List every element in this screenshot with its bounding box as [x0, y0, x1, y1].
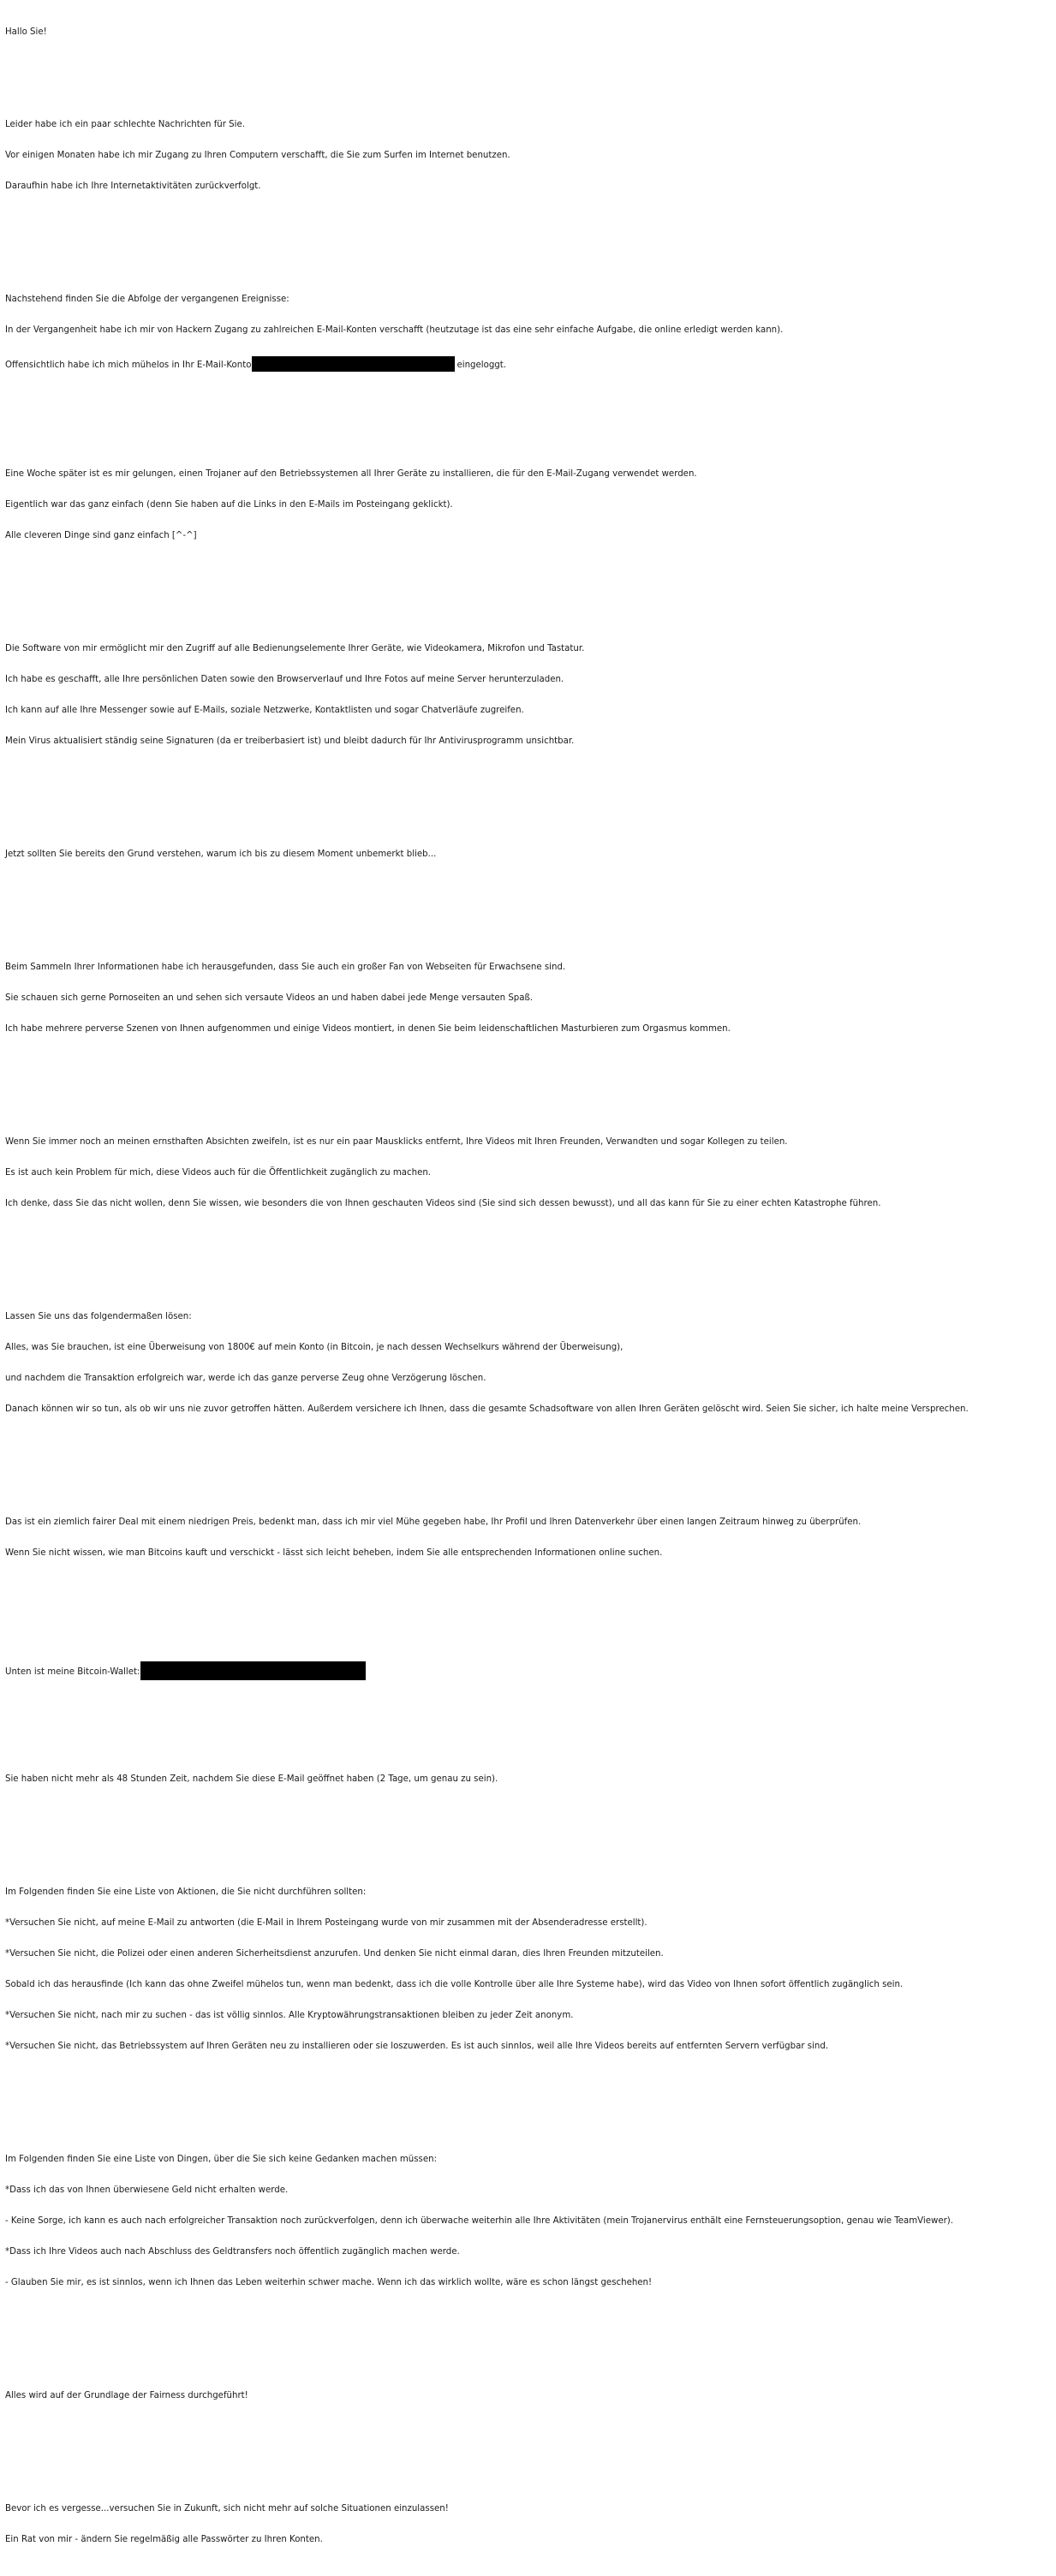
paragraph-spacer	[5, 1076, 969, 1086]
paragraph-intro	[5, 99, 969, 212]
redacted-email-address	[252, 356, 455, 372]
text-line: Im Folgenden finden Sie eine Liste von Aktionen, die Sie nicht durchführen sollten:	[5, 1887, 367, 1897]
paragraph-spacer	[5, 1600, 969, 1610]
text-line: Nachstehend finden Sie die Abfolge der vergangenen Ereignisse:	[5, 295, 289, 304]
text-line: Ich kann auf alle Ihre Messenger sowie auf E-Mails, soziale Netzwerke, Kontaktlisten und sogar Chatverläufe zugreifen.	[5, 706, 524, 715]
paragraph-findings	[5, 942, 969, 1055]
text-line: Eine Woche später ist es mir gelungen, einen Trojaner auf den Betriebssystemen all Ihrer Geräte zu installieren, die für den E-Mail-Zugang verwendet werden.	[5, 469, 697, 479]
text-line: Bevor ich es vergesse...versuchen Sie in Zukunft, sich nicht mehr auf solche Situationen einzulassen!	[5, 2504, 449, 2513]
text-line: Vor einigen Monaten habe ich mir Zugang zu Ihren Computern verschafft, die Sie zum Surfen im Internet benutzen.	[5, 151, 510, 160]
greeting-line: Hallo Sie!	[5, 27, 47, 37]
wallet-row	[5, 1661, 969, 1677]
text-line: Sie schauen sich gerne Pornoseiten an und sehen sich versaute Videos an und haben dabei jede Menge versauten Spaß.	[5, 993, 534, 1003]
paragraph-spacer	[5, 1826, 969, 1836]
text-line: *Versuchen Sie nicht, das Betriebssystem auf Ihren Geräten neu zu installieren oder sie loszuwerden. Es ist auch sinnlos, weil alle Ihre Videos bereits auf entfernten Servern verfügbar sind.	[5, 2042, 829, 2051]
paragraph-deal	[5, 1497, 969, 1579]
text-line: *Versuchen Sie nicht, die Polizei oder einen anderen Sicherheitsdienst anzurufen. Und denken Sie nicht einmal daran, dies Ihren Freunden mitzuteilen.	[5, 1949, 664, 1959]
paragraph-demand	[5, 1291, 969, 1435]
text-line: *Versuchen Sie nicht, auf meine E-Mail zu antworten (die E-Mail in Ihrem Posteingang wurde von mir zusammen mit der Absenderadresse erstellt).	[5, 1918, 647, 1928]
paragraph-spacer	[5, 2329, 969, 2340]
text-line: Mein Virus aktualisiert ständig seine Signaturen (da er treiberbasiert ist) und bleibt dadurch für Ihr Antivirusprogramm unsichtbar.	[5, 736, 575, 746]
paragraph-events	[5, 274, 969, 387]
paragraph-spacer	[5, 58, 969, 69]
text-line: Ein Rat von mir - ändern Sie regelmäßig alle Passwörter zu Ihren Konten.	[5, 2535, 323, 2544]
text-line: In der Vergangenheit habe ich mir von Hackern Zugang zu zahlreichen E-Mail-Konten verschafft (heutzutage ist das eine sehr einfache Aufgabe, die online erledigt werden kann).	[5, 325, 784, 335]
account-prefix: Offensichtlich habe ich mich mühelos in Ihr E-Mail-Konto	[5, 361, 252, 370]
text-line: Ich habe es geschafft, alle Ihre persönlichen Daten sowie den Browserverlauf und Ihre Fotos auf meine Server herunterzuladen.	[5, 675, 564, 684]
text-line: *Dass ich Ihre Videos auch nach Abschluss des Geldtransfers noch öffentlich zugänglich machen werde.	[5, 2247, 460, 2257]
paragraph-threat	[5, 1117, 969, 1230]
text-line: Leider habe ich ein paar schlechte Nachrichten für Sie.	[5, 120, 245, 129]
redacted-wallet-address	[140, 1661, 366, 1680]
text-line: Ich habe mehrere perverse Szenen von Ihnen aufgenommen und einige Videos montiert, in denen Sie beim leidenschaftlichen Masturbieren zum Orgasmus kommen.	[5, 1024, 731, 1034]
paragraph-spacer	[5, 901, 969, 911]
text-line: Das ist ein ziemlich fairer Deal mit einem niedrigen Preis, bedenkt man, dass ich mir viel Mühe gegeben habe, Ihr Profil und Ihren Datenverkehr über einen langen Zeitraum hinweg zu überprüfen.	[5, 1518, 862, 1527]
email-body	[5, 7, 969, 2576]
text-line: Wenn Sie immer noch an meinen ernsthaften Absichten zweifeln, ist es nur ein paar Mausklicks entfernt, Ihre Videos mit Ihren Freunden, Verwandten und sogar Kollegen zu teilen.	[5, 1137, 788, 1147]
text-line: Es ist auch kein Problem für mich, diese Videos auch für die Öffentlichkeit zugänglich zu machen.	[5, 1168, 432, 1178]
text-line: Beim Sammeln Ihrer Informationen habe ich herausgefunden, dass Sie auch ein großer Fan von Webseiten für Erwachsene sind.	[5, 963, 566, 972]
text-line: Sobald ich das herausfinde (Ich kann das ohne Zweifel mühelos tun, wenn man bedenkt, dass ich die volle Kontrolle über alle Ihre Systeme habe), wird das Video von Ihnen sofort öffentlich zugänglich sein.	[5, 1980, 904, 1989]
text-line: Alle cleveren Dinge sind ganz einfach [^-^]	[5, 531, 197, 540]
text-line: Wenn Sie nicht wissen, wie man Bitcoins kauft und verschickt - lässt sich leicht beheben, indem Sie alle entsprechenden Informationen online suchen.	[5, 1548, 663, 1558]
paragraph-software	[5, 623, 969, 767]
paragraph-trojan	[5, 449, 969, 562]
paragraph-spacer	[5, 582, 969, 593]
text-line: Alles wird auf der Grundlage der Fairness durchgeführt!	[5, 2391, 248, 2400]
paragraph-no-worries	[5, 2134, 969, 2309]
text-line: Alles, was Sie brauchen, ist eine Überweisung von 1800€ auf mein Konto (in Bitcoin, je nach dessen Wechselkurs während der Überweisung),	[5, 1343, 623, 1352]
account-line	[5, 356, 969, 370]
paragraph-spacer	[5, 1456, 969, 1466]
text-line: Im Folgenden finden Sie eine Liste von Dingen, über die Sie sich keine Gedanken machen müssen:	[5, 2155, 438, 2164]
text-line: - Keine Sorge, ich kann es auch nach erfolgreicher Transaktion noch zurückverfolgen, denn ich überwache weiterhin alle Ihre Aktivitäten (mein Trojanervirus enthält eine Fernsteuerungsoption, genau wie TeamViewer).	[5, 2216, 954, 2226]
text-line: Eigentlich war das ganz einfach (denn Sie haben auf die Links in den E-Mails im Posteingang geklickt).	[5, 500, 453, 510]
paragraph-closing	[5, 2484, 969, 2566]
text-line: Jetzt sollten Sie bereits den Grund verstehen, warum ich bis zu diesem Moment unbemerkt blieb...	[5, 850, 437, 859]
paragraph-deadline	[5, 1754, 969, 1805]
text-line: Ich denke, dass Sie das nicht wollen, denn Sie wissen, wie besonders die von Ihnen geschauten Videos sind (Sie sind sich dessen bewusst), und all das kann für Sie zu einer echten Katastrophe führen.	[5, 1199, 881, 1208]
text-line: Sie haben nicht mehr als 48 Stunden Zeit, nachdem Sie diese E-Mail geöffnet haben (2 Tage, um genau zu sein).	[5, 1774, 498, 1784]
text-line: und nachdem die Transaktion erfolgreich war, werde ich das ganze perverse Zeug ohne Verzögerung löschen.	[5, 1374, 486, 1383]
paragraph-spacer	[5, 2093, 969, 2103]
wallet-line	[5, 1641, 969, 1692]
paragraph-spacer	[5, 2442, 969, 2453]
wallet-label: Unten ist meine Bitcoin-Wallet:	[5, 1667, 140, 1677]
paragraph-spacer	[5, 1250, 969, 1261]
text-line: Daraufhin habe ich Ihre Internetaktivitäten zurückverfolgt.	[5, 182, 261, 191]
text-line: *Dass ich das von Ihnen überwiesene Geld nicht erhalten werde.	[5, 2185, 289, 2195]
text-line: *Versuchen Sie nicht, nach mir zu suchen - das ist völlig sinnlos. Alle Kryptowährungstransaktionen bleiben zu jeder Zeit anonym.	[5, 2011, 574, 2020]
text-line: Lassen Sie uns das folgendermaßen lösen:	[5, 1312, 192, 1321]
paragraph-donts	[5, 1867, 969, 2072]
paragraph-reason	[5, 829, 969, 880]
text-line: - Glauben Sie mir, es ist sinnlos, wenn ich Ihnen das Leben weiterhin schwer mache. Wenn ich das wirklich wollte, wäre es schon längst geschehen!	[5, 2278, 653, 2287]
account-suffix: eingeloggt.	[456, 361, 506, 370]
paragraph-spacer	[5, 1713, 969, 1723]
paragraph-spacer	[5, 408, 969, 418]
paragraph-fairness	[5, 2370, 969, 2422]
text-line: Die Software von mir ermöglicht mir den Zugriff auf alle Bedienungselemente Ihrer Geräte, wie Videokamera, Mikrofon und Tastatur.	[5, 644, 585, 653]
paragraph-spacer	[5, 233, 969, 243]
text-line: Danach können wir so tun, als ob wir uns nie zuvor getroffen hätten. Außerdem versichere ich Ihnen, dass die gesamte Schadsoftware von allen Ihren Geräten gelöscht wird. Seien Sie sicher, ich halte meine Versprechen.	[5, 1404, 969, 1414]
paragraph-spacer	[5, 788, 969, 798]
